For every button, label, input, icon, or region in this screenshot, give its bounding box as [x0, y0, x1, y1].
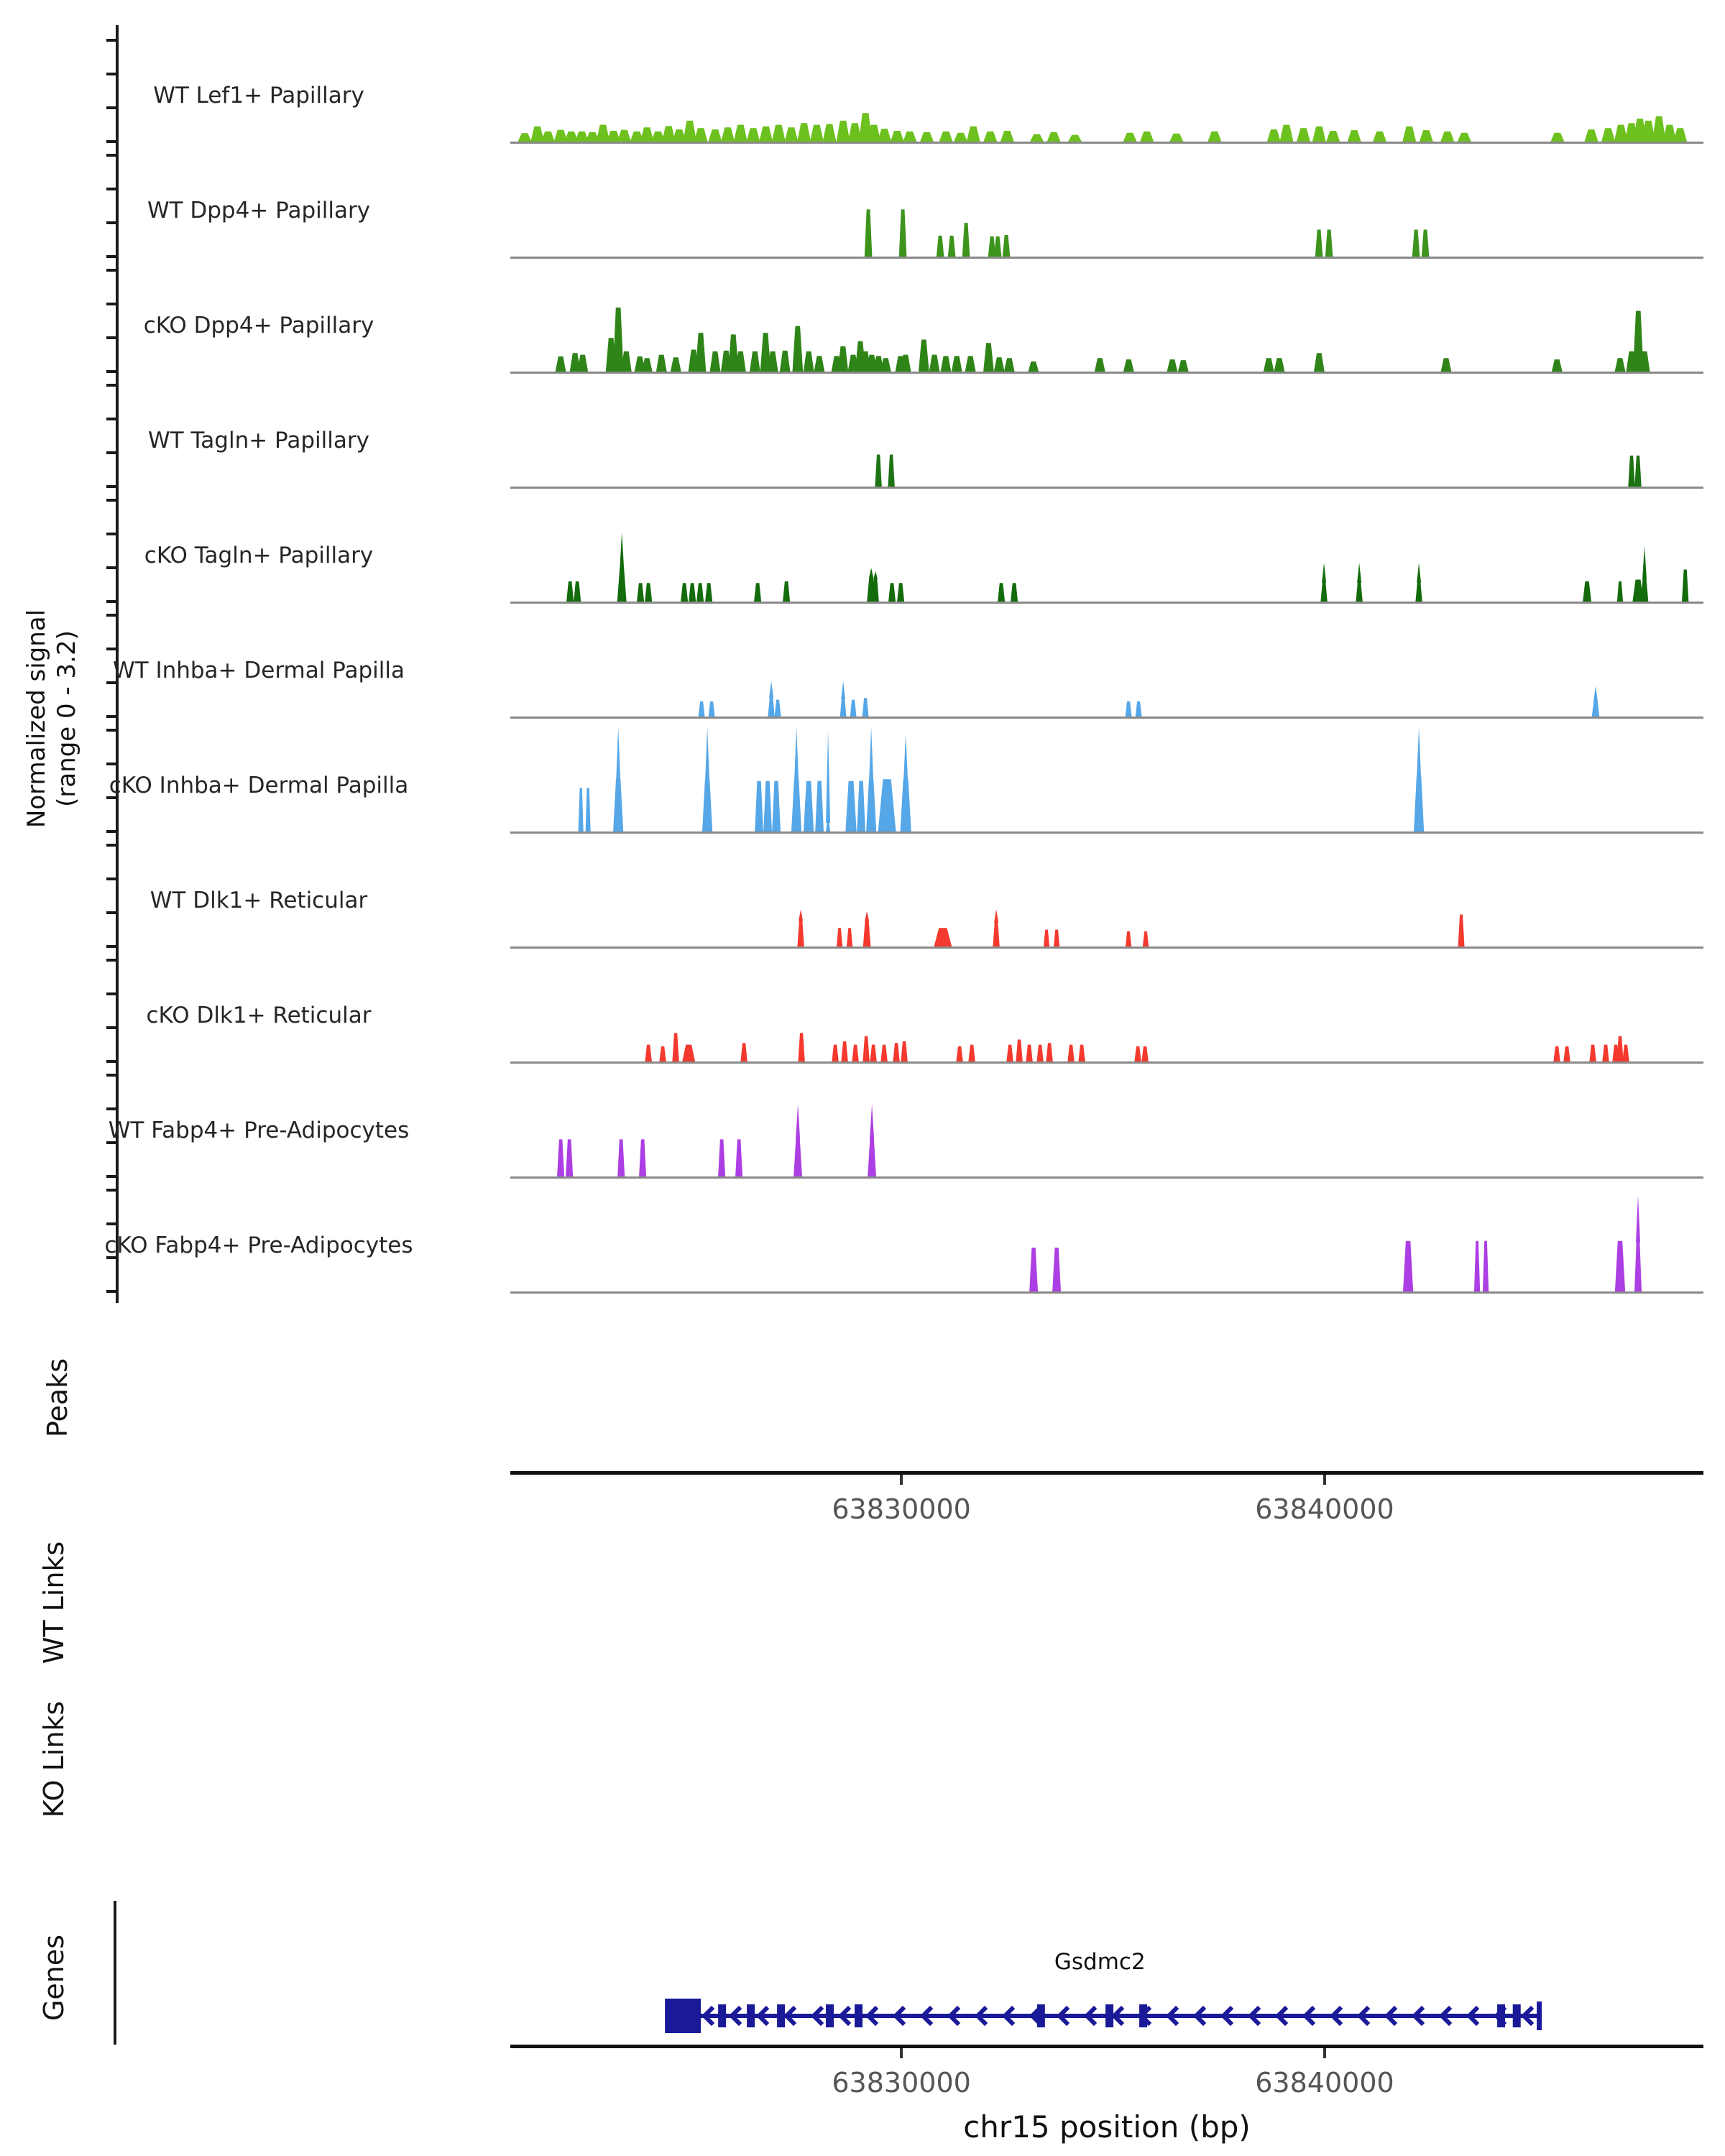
genome-axis-tick-label: 63830000 [832, 1493, 971, 1525]
track-label: WT Inhba+ Dermal Papilla [113, 658, 405, 683]
signal-axis-tick [106, 1175, 116, 1178]
track-label: WT Dpp4+ Papillary [147, 198, 371, 224]
track-label: WT Fabp4+ Pre-Adipocytes [108, 1118, 410, 1143]
signal-axis-tick [106, 140, 116, 143]
track-signal [510, 379, 1703, 489]
track-label: cKO Dpp4+ Papillary [143, 313, 374, 338]
track-label: WT Tagln+ Papillary [148, 428, 369, 453]
section-label-wt-links: WT Links [38, 1541, 70, 1664]
track-label: cKO Fabp4+ Pre-Adipocytes [104, 1233, 413, 1258]
x-axis-title: chr15 position (bp) [963, 2109, 1251, 2145]
genome-axis-tick-label: 63830000 [832, 2067, 971, 2099]
y-axis-title-line2: (range 0 - 3.2) [52, 630, 81, 807]
signal-axis-tick [106, 877, 116, 880]
signal-axis-tick [106, 499, 116, 502]
signal-axis-tick [106, 39, 116, 42]
signal-axis-tick [106, 763, 116, 765]
signal-axis-tick [106, 384, 116, 387]
gene-model [510, 1984, 1703, 2063]
signal-axis-tick [106, 418, 116, 420]
signal-axis-tick [106, 303, 116, 305]
track-label: cKO Dlk1+ Reticular [146, 1003, 372, 1028]
signal-axis-tick [106, 830, 116, 833]
signal-axis-tick [106, 370, 116, 373]
track-signal [510, 839, 1703, 949]
track-label: WT Lef1+ Papillary [153, 83, 364, 109]
track-signal [510, 724, 1703, 834]
signal-axis-tick [106, 1189, 116, 1192]
signal-axis-tick [106, 269, 116, 272]
signal-axis-tick [106, 1060, 116, 1063]
signal-axis-tick [106, 600, 116, 603]
genome-axis-tick-label: 63840000 [1255, 1493, 1394, 1525]
signal-axis-tick [106, 154, 116, 157]
signal-axis-tick [106, 992, 116, 995]
track-label: cKO Tagln+ Papillary [144, 543, 374, 568]
signal-axis-tick [106, 73, 116, 75]
signal-axis-tick [106, 1290, 116, 1293]
track-signal [510, 494, 1703, 604]
genome-axis-tick-label: 63840000 [1255, 2067, 1394, 2099]
track-signal [510, 34, 1703, 144]
track-signal [510, 264, 1703, 374]
track-signal [510, 149, 1703, 259]
y-axis-title-line1: Normalized signal [22, 609, 51, 829]
signal-axis-tick [106, 648, 116, 650]
signal-axis-tick [106, 1107, 116, 1110]
genome-axis-tick [900, 1475, 903, 1485]
signal-axis-tick [106, 844, 116, 847]
signal-axis-tick [106, 255, 116, 258]
track-signal [510, 609, 1703, 719]
track-signal [510, 1069, 1703, 1179]
genes-axis-bracket [114, 1901, 116, 2045]
signal-axis-tick [106, 485, 116, 488]
signal-axis-tick [106, 188, 116, 190]
genome-axis-tick [1323, 1475, 1326, 1485]
gene-name-label: Gsdmc2 [1054, 1949, 1146, 1975]
track-signal [510, 1184, 1703, 1294]
track-label: cKO Inhba+ Dermal Papilla [109, 773, 409, 798]
signal-axis-tick [106, 1222, 116, 1225]
track-label: WT Dlk1+ Reticular [150, 888, 368, 913]
signal-axis-tick [106, 715, 116, 718]
section-label-genes: Genes [38, 1934, 70, 2022]
signal-axis-tick [106, 614, 116, 617]
signal-axis-tick [106, 1074, 116, 1077]
track-signal [510, 954, 1703, 1064]
section-label-peaks: Peaks [42, 1358, 73, 1438]
signal-axis-tick [106, 945, 116, 948]
signal-axis-tick [106, 959, 116, 962]
signal-axis-tick [106, 729, 116, 732]
genome-axis-line [510, 1471, 1703, 1475]
section-label-ko-links: KO Links [38, 1700, 70, 1818]
signal-axis-tick [106, 533, 116, 535]
